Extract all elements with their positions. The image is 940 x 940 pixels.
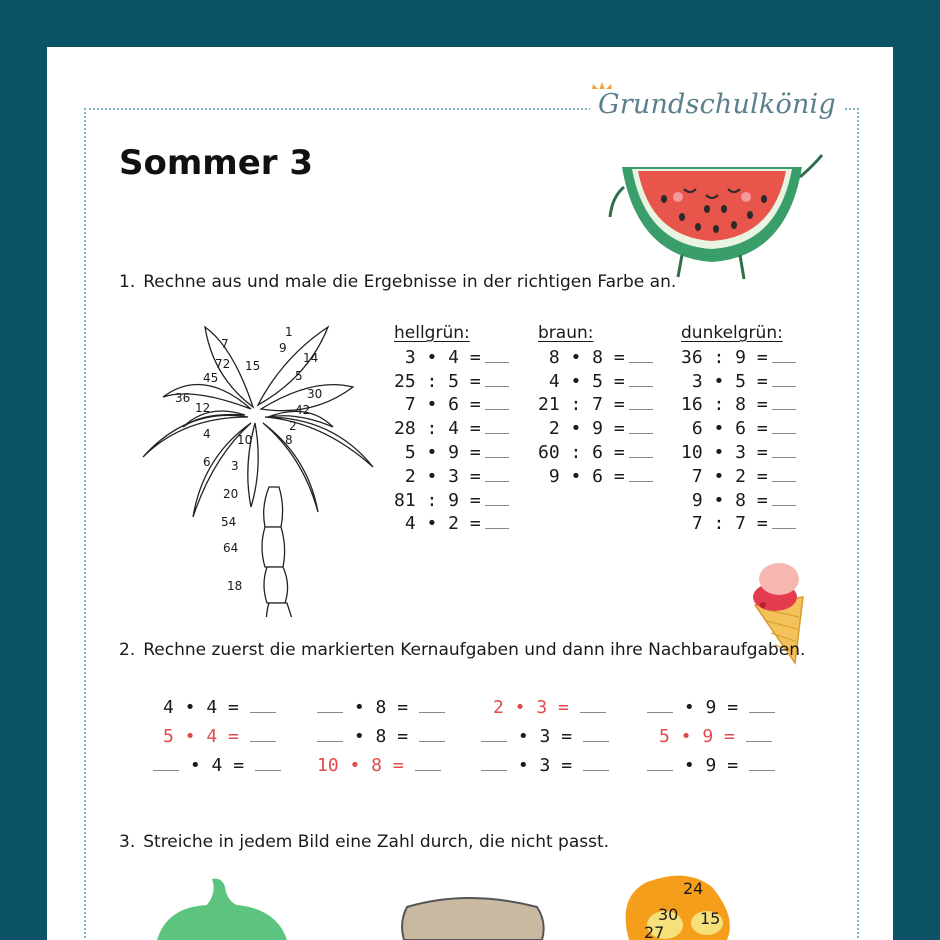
neighbor-exercise: • 9 =: [647, 697, 775, 718]
palm-number: 15: [245, 359, 261, 373]
palm-number: 9: [279, 341, 287, 355]
task-3-text: Streiche in jedem Bild eine Zahl durch, die nicht passt.: [143, 832, 610, 852]
picture-number: 27: [644, 923, 665, 940]
picture-number: 24: [683, 879, 704, 898]
exercise-row: 6 • 6 =: [681, 417, 796, 441]
answer-blank[interactable]: [772, 514, 796, 529]
answer-blank[interactable]: [629, 419, 653, 434]
column-hellgruen: [394, 322, 509, 536]
brand-logo: Grundschulkönig: [590, 89, 844, 120]
answer-blank[interactable]: [250, 698, 276, 713]
palm-number: 72: [215, 357, 231, 371]
core-exercise: 4 • 4 =: [163, 697, 276, 718]
answer-blank[interactable]: [485, 372, 509, 387]
answer-blank[interactable]: [746, 727, 772, 742]
answer-blank[interactable]: [629, 372, 653, 387]
task-1-instruction: [119, 272, 676, 292]
exercise-row: 3 • 5 =: [681, 370, 796, 394]
answer-blank[interactable]: [485, 491, 509, 506]
factor-blank[interactable]: [481, 727, 507, 742]
answer-blank[interactable]: [749, 698, 775, 713]
palm-trunk-number: 64: [223, 541, 239, 555]
factor-blank[interactable]: [647, 756, 673, 771]
column-braun: [538, 322, 653, 489]
neighbor-exercise: • 4 =: [153, 755, 281, 776]
factor-blank[interactable]: [481, 756, 507, 771]
palm-number: 5: [295, 369, 303, 383]
factor-blank[interactable]: [153, 756, 179, 771]
exercise-row: 60 : 6 =: [538, 441, 653, 465]
exercise-row: 2 • 9 =: [538, 417, 653, 441]
exercise-row: 9 • 8 =: [681, 489, 796, 513]
answer-blank[interactable]: [772, 348, 796, 363]
exercise-row: 5 • 9 =: [394, 441, 509, 465]
answer-blank[interactable]: [485, 348, 509, 363]
palm-number: 2: [289, 419, 297, 433]
exercise-row: 10 • 3 =: [681, 441, 796, 465]
task-3-instruction: [119, 832, 609, 852]
page-title: Sommer 3: [119, 143, 314, 183]
palm-number: 30: [307, 387, 323, 401]
palm-number: 45: [203, 371, 219, 385]
exercise-row: 36 : 9 =: [681, 346, 796, 370]
palm-number: 4: [203, 427, 211, 441]
exercise-row: 8 • 8 =: [538, 346, 653, 370]
column-dunkelgruen: [681, 322, 796, 536]
column-head: hellgrün:: [394, 323, 470, 343]
answer-blank[interactable]: [419, 698, 445, 713]
exercise-row: 4 • 5 =: [538, 370, 653, 394]
task-2-number: 2.: [119, 640, 136, 660]
answer-blank[interactable]: [772, 443, 796, 458]
picture-number: 30: [658, 905, 679, 924]
exercise-row: 25 : 5 =: [394, 370, 509, 394]
answer-blank[interactable]: [580, 698, 606, 713]
answer-blank[interactable]: [583, 756, 609, 771]
palm-number: 6: [203, 455, 211, 469]
answer-blank[interactable]: [629, 395, 653, 410]
answer-blank[interactable]: [485, 443, 509, 458]
core-exercise-marked: 5 • 9 =: [659, 726, 772, 747]
task-1-number: 1.: [119, 272, 136, 292]
palm-numbers: [133, 317, 383, 617]
answer-blank[interactable]: [749, 756, 775, 771]
palm-number: 10: [237, 433, 253, 447]
answer-blank[interactable]: [485, 395, 509, 410]
core-exercise-marked: 10 • 8 =: [317, 755, 441, 776]
exercise-row: 4 • 2 =: [394, 512, 509, 536]
exercise-row: 21 : 7 =: [538, 393, 653, 417]
palm-trunk-number: 3: [231, 459, 239, 473]
exercise-row: 7 • 6 =: [394, 393, 509, 417]
neighbor-exercise: • 8 =: [317, 697, 445, 718]
task-3-picture-numbers: [47, 867, 893, 940]
answer-blank[interactable]: [772, 467, 796, 482]
palm-number: 12: [195, 401, 211, 415]
palm-trunk-number: 18: [227, 579, 243, 593]
neighbor-exercise: • 9 =: [647, 755, 775, 776]
exercise-row: 3 • 4 =: [394, 346, 509, 370]
neighbor-exercise: • 3 =: [481, 726, 609, 747]
worksheet-page: [47, 47, 893, 940]
neighbor-exercise: • 8 =: [317, 726, 445, 747]
exercise-row: 2 • 3 =: [394, 465, 509, 489]
answer-blank[interactable]: [485, 467, 509, 482]
answer-blank[interactable]: [485, 514, 509, 529]
answer-blank[interactable]: [419, 727, 445, 742]
exercise-row: 7 : 7 =: [681, 512, 796, 536]
palm-number: 1: [285, 325, 293, 339]
answer-blank[interactable]: [255, 756, 281, 771]
exercise-row: 7 • 2 =: [681, 465, 796, 489]
column-head: braun:: [538, 323, 594, 343]
answer-blank[interactable]: [772, 395, 796, 410]
neighbor-exercise: • 3 =: [481, 755, 609, 776]
palm-number: 14: [303, 351, 319, 365]
task-3-number: 3.: [119, 832, 136, 852]
core-exercise-marked: 2 • 3 =: [493, 697, 606, 718]
exercise-row: 81 : 9 =: [394, 489, 509, 513]
palm-trunk-number: 20: [223, 487, 239, 501]
palm-number: 36: [175, 391, 191, 405]
factor-blank[interactable]: [317, 698, 343, 713]
task-2-instruction: [119, 640, 805, 660]
core-exercise-marked: 5 • 4 =: [163, 726, 276, 747]
answer-blank[interactable]: [583, 727, 609, 742]
answer-blank[interactable]: [629, 467, 653, 482]
task-1-text: Rechne aus und male die Ergebnisse in der richtigen Farbe an.: [143, 272, 677, 292]
answer-blank[interactable]: [629, 348, 653, 363]
palm-number: 8: [285, 433, 293, 447]
answer-blank[interactable]: [485, 419, 509, 434]
task-2-text: Rechne zuerst die markierten Kernaufgaben und dann ihre Nachbaraufgaben.: [143, 640, 806, 660]
answer-blank[interactable]: [772, 372, 796, 387]
answer-blank[interactable]: [250, 727, 276, 742]
factor-blank[interactable]: [317, 727, 343, 742]
column-head: dunkelgrün:: [681, 323, 783, 343]
palm-number: 42: [295, 403, 311, 417]
answer-blank[interactable]: [415, 756, 441, 771]
palm-trunk-number: 54: [221, 515, 237, 529]
exercise-row: 9 • 6 =: [538, 465, 653, 489]
exercise-row: 28 : 4 =: [394, 417, 509, 441]
answer-blank[interactable]: [772, 491, 796, 506]
exercise-row: 16 : 8 =: [681, 393, 796, 417]
palm-number: 7: [221, 337, 229, 351]
answer-blank[interactable]: [772, 419, 796, 434]
answer-blank[interactable]: [629, 443, 653, 458]
picture-number: 15: [700, 909, 721, 928]
factor-blank[interactable]: [647, 698, 673, 713]
